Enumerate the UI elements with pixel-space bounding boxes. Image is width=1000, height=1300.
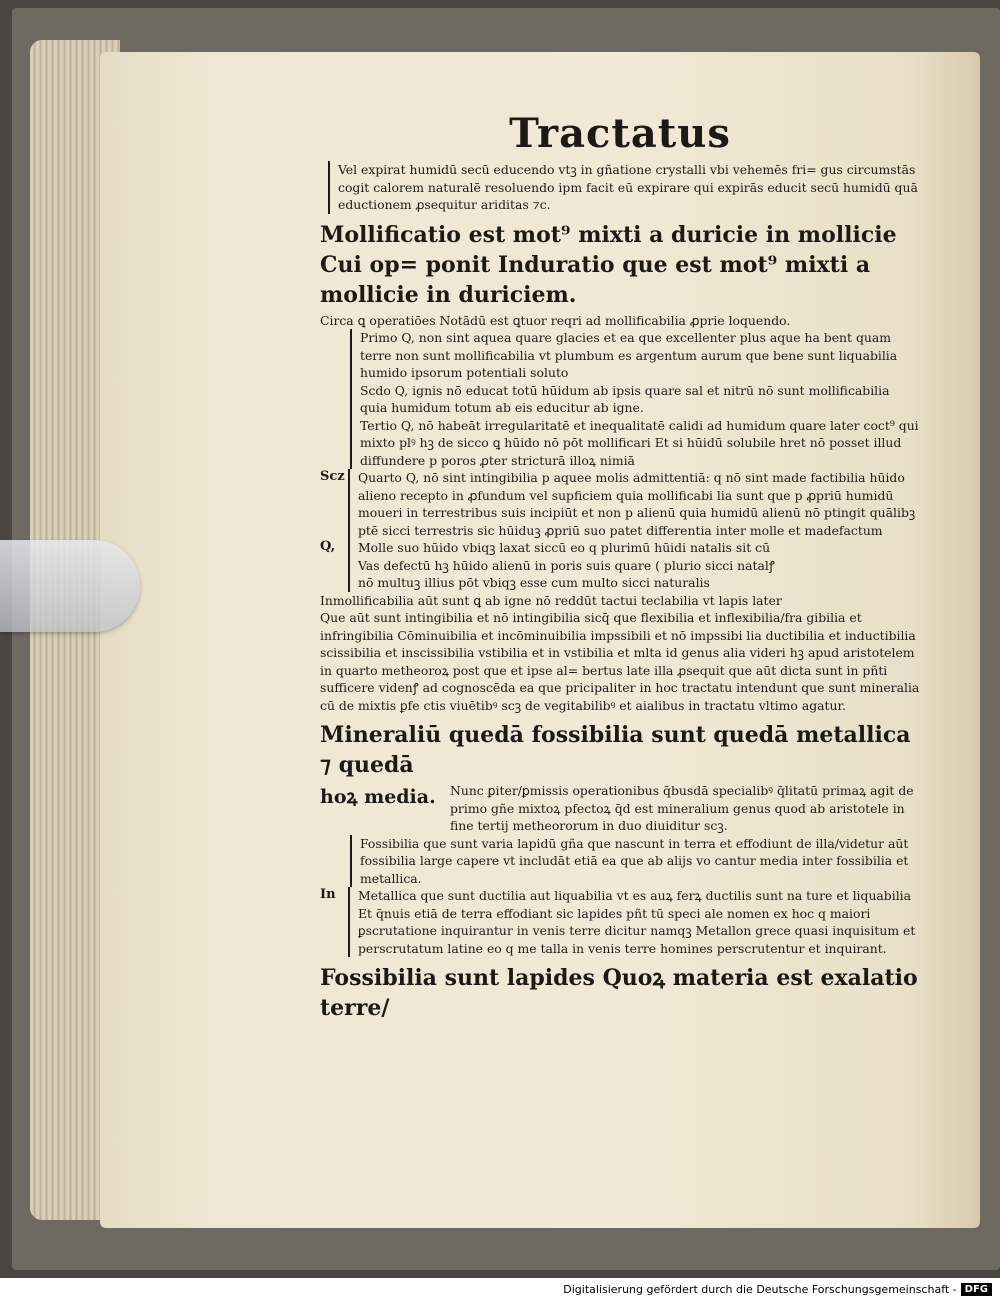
bracket-group — [348, 539, 775, 592]
paragraph: Molle suo hūido vbiqꝫ laxat siccū eo q plurimū hūidi natalis sit cū — [358, 540, 771, 555]
section-heading: Mineraliū quedā fossibilia sunt quedā metallica ⁊ quedā — [320, 722, 911, 778]
dfg-logo: DFG — [961, 1283, 992, 1296]
paragraph: Scdo Q, ignis nō educat totū hūidum ab ipsis quare sal et nitrū nō sunt mollificabilia quia humidum totum ab eis educitur ab igne. — [360, 382, 890, 415]
section-heading: Fossibilia sunt lapides Quoꝝ materia est exalatio terre/ — [320, 965, 918, 1021]
paragraph: nō multuꝫ illius pōt vbiqꝫ esse cum multo sicci naturalis — [358, 575, 710, 590]
labeled-row — [320, 539, 920, 592]
paragraph: Que aūt sunt intingibilia et nō intingibilia sicq̄ que flexibilia et inflexibilia/fra gibilia et infringibilia Cōminuibilia et incōminuibilia impssibili et nō impssibi lia ductibilia et inductibilia scissibilia et inscissibilia vstibilia et in vstibilia et mlta id genus alia videri hꝫ apud aristotelem in quarto metheoroꝝ post que et ipse al= bertus late illa ꝓsequit que aūt dicta sunt in pñti sufficere videnꝭ ad cognoscēda ea que pricipaliter in hoc tractatu intendunt que sunt mineralia cū de mixtis ꝑfe ctis viuētibꝰ scꝫ de vegitabilibꝰ et aialibus in tractatu vltimo agatur. — [320, 610, 920, 713]
labeled-row — [320, 887, 920, 957]
labeled-row — [320, 469, 920, 539]
paragraph: Metallica que sunt ductilia aut liquabilia vt es auꝝ ferꝝ ductilis sunt na ture et liquabilia Et q̄nuis etiā de terra effodiant sic lapides pñt tū speci ale nomen ex hoc q maiori ꝑscrutatione inquirantur in venis terre dicitur namqꝫ Metallon grece quasi inquisitum et perscrutatum latine eo q me talla in venis terre homines perscrutentur et inquirant. — [348, 887, 920, 957]
paragraph: Quarto Q, nō sint intingibilia p aquee molis admittentiā: q nō sint made factibilia hūido alieno recepto in ꝓfundum vel supficiem quia mollificabi lia sunt que p ꝓpriū humidū moueri in terrestribus suis incipiūt et non p alienū quia humidū alienū nō ptingit quālibꝫ ptē sicci terrestris sic hūiduꝫ ꝓpriū suo patet differentia inter molle et madefactum — [348, 469, 920, 539]
bracket-group — [350, 835, 920, 888]
footer-bar — [0, 1278, 1000, 1300]
side-label: In — [320, 887, 336, 902]
paragraph: Inmollificabilia aūt sunt ꝗ ab igne nō reddūt tactui teclabilia vt lapis later — [320, 592, 782, 608]
section-heading-tail: hoꝝ media. — [320, 786, 436, 808]
paragraph: Primo Q, non sint aquea quare glacies et ea que excellenter plus aque ha bent quam terre non sunt mollificabilia vt plumbum es argentum aurum que bene sunt liquabilia humido ipsorum potentiali soluto — [360, 330, 898, 380]
page-clip — [0, 540, 140, 632]
bracket-group — [350, 329, 920, 469]
side-label: Scz — [320, 469, 345, 484]
labeled-row — [320, 782, 920, 835]
paragraph: Vel expirat humidū secū educendo vtꝫ in gñatione crystalli vbi vehemēs fri= gus circumstās cogit calorem naturalē resoluendo ipm facit eū expirare qui expirās educit secū humidū quā eductionem ꝓsequitur ariditas ⁊c. — [328, 161, 920, 214]
paragraph: Tertio Q, nō habeāt irregularitatē et inequalitatē calidi ad humidum quare later coct⁹ qui mixto plꝰ hꝫ de sicco ꝗ hūido nō pōt mollificari Et si hūidū solubile hret nō posset illud diffundere p poros ꝓter stricturā illoꝝ nimiā — [360, 417, 919, 468]
paragraph: Circa ꝗ operatiōes Notādū est ꝗtuor reqri ad mollificabilia ꝓprie loquendo. — [320, 312, 791, 328]
funding-credit: Digitalisierung gefördert durch die Deutsche Forschungsgemeinschaft - — [563, 1282, 957, 1296]
paragraph: Fossibilia que sunt varia lapidū gña que nascunt in terra et effodiunt de illa/videtur aūt fossibilia large capere vt includāt etiā ea que ab alijs vo cantur media inter fossibilia et metallica. — [360, 835, 909, 886]
section-heading: Mollificatio est mot⁹ mixti a duricie in mollicie Cui op= ponit Induratio que est mot⁹ mixti a mollicie in duriciem. — [320, 221, 897, 308]
page-heading: Tractatus — [509, 110, 731, 157]
paragraph: Nunc ꝑiter/ꝑmissis operationibus q̄busdā specialibꝰ q̄litatū primaꝝ agit de primo gñe mixtoꝝ pfectoꝝ q̄d est mineralium genus quod ab aristotele in fine tertij metheororum in duo diuiditur scꝫ. — [450, 783, 914, 833]
page-text — [320, 110, 920, 1025]
paragraph: Vas defectū hꝫ hūido alienū in poris suis quare ( plurio sicci natalꝭ — [358, 557, 775, 573]
side-label: Q, — [320, 539, 336, 554]
